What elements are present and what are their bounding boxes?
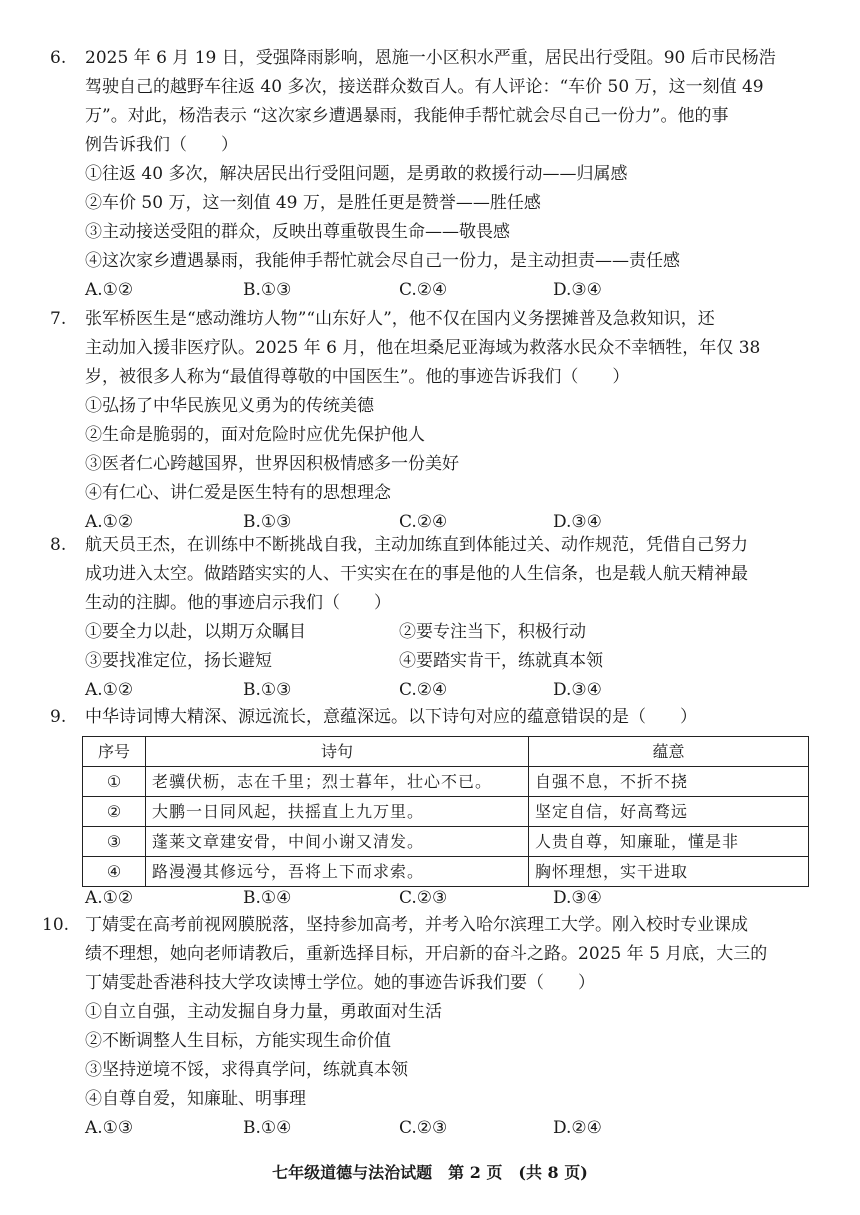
- header-meaning: 蕴意: [529, 737, 809, 767]
- choice-b: B.①④: [243, 1118, 292, 1138]
- option-1: ①要全力以赴，以期万众瞩目: [85, 622, 306, 642]
- choice-d: D.③④: [553, 888, 602, 908]
- option-4: ④有仁心、讲仁爱是医生特有的思想理念: [85, 483, 391, 503]
- row-poem: 蓬莱文章建安骨，中间小谢又清发。: [146, 827, 529, 857]
- header-number: 序号: [83, 737, 146, 767]
- row-number: ③: [83, 827, 146, 857]
- header-poem: 诗句: [146, 737, 529, 767]
- row-poem: 大鹏一日同风起，扶摇直上九万里。: [146, 797, 529, 827]
- choice-d: D.③④: [553, 680, 602, 700]
- option-1: ①弘扬了中华民族见义勇为的传统美德: [85, 396, 374, 416]
- option-1: ①自立自强，主动发掘自身力量，勇敢面对生活: [85, 1002, 442, 1022]
- row-number: ①: [83, 767, 146, 797]
- question-number: 7.: [50, 309, 67, 329]
- option-2: ②车价 50 万，这一刻值 49 万，是胜任更是赞誉——胜任感: [85, 193, 541, 213]
- choice-c: C.②④: [399, 680, 448, 700]
- option-4: ④要踏实肯干，练就真本领: [399, 651, 603, 671]
- option-4: ④自尊自爱，知廉耻、明事理: [85, 1089, 306, 1109]
- choice-a: A.①②: [85, 888, 134, 908]
- choice-b: B.①③: [243, 512, 292, 532]
- option-2: ②不断调整人生目标，方能实现生命价值: [85, 1031, 391, 1051]
- option-3: ③医者仁心跨越国界，世界因积极情感多一份美好: [85, 454, 459, 474]
- option-2: ②生命是脆弱的，面对危险时应优先保护他人: [85, 425, 425, 445]
- choice-a: A.①②: [85, 680, 134, 700]
- choice-c: C.②④: [399, 280, 448, 300]
- row-number: ②: [83, 797, 146, 827]
- choice-c: C.②④: [399, 512, 448, 532]
- row-number: ④: [83, 857, 146, 887]
- table-row: [83, 767, 809, 797]
- question-number: 6.: [50, 48, 67, 68]
- row-meaning: 人贵自尊，知廉耻，懂是非: [529, 827, 809, 857]
- question-number: 8.: [50, 535, 67, 555]
- option-2: ②要专注当下，积极行动: [399, 622, 586, 642]
- choice-a: A.①②: [85, 280, 134, 300]
- table-row: [83, 797, 809, 827]
- choice-a: A.①②: [85, 512, 134, 532]
- row-meaning: 胸怀理想，实干进取: [529, 857, 809, 887]
- question-stem: 张军桥医生是“感动潍坊人物”“山东好人”，他不仅在国内义务摆摊普及急救知识，还 主动加入援非医疗队。2025 年 6 月，他在坦桑尼亚海域为救落水民众不幸牺牲，年仅 38 岁，被很多人称为“最值得尊敬的中国医生”。他的事迹告诉我们（ ）: [85, 309, 761, 387]
- question-stem: 航天员王杰，在训练中不断挑战自我，主动加练直到体能过关、动作规范，凭借自己努力 成功进入太空。做踏踏实实的人、干实实在在的事是他的人生信条，也是载人航天精神最 生动的注脚。他的事迹启示我们（ ）: [85, 535, 748, 613]
- choice-d: D.③④: [553, 280, 602, 300]
- question-stem: 2025 年 6 月 19 日，受强降雨影响，恩施一小区积水严重，居民出行受阻。90 后市民杨浩 驾驶自己的越野车往返 40 多次，接送群众数百人。有人评论：“车价 50 万，这一刻值 49 万”。对此，杨浩表示 “这次家乡遭遇暴雨，我能伸手帮忙就会尽自己一份力”。他的事 例告诉我们（ ）: [85, 48, 776, 155]
- table-header-row: [83, 737, 809, 767]
- option-3: ③坚持逆境不馁，求得真学问，练就真本领: [85, 1060, 408, 1080]
- option-4: ④这次家乡遭遇暴雨，我能伸手帮忙就会尽自己一份力，是主动担责——责任感: [85, 251, 680, 271]
- choice-d: D.③④: [553, 512, 602, 532]
- choice-b: B.①③: [243, 680, 292, 700]
- option-1: ①往返 40 多次，解决居民出行受阻问题，是勇敢的救援行动——归属感: [85, 164, 628, 184]
- row-meaning: 自强不息，不折不挠: [529, 767, 809, 797]
- choice-c: C.②③: [399, 888, 448, 908]
- question-number: 9.: [50, 707, 67, 727]
- choice-c: C.②③: [399, 1118, 448, 1138]
- choice-b: B.①③: [243, 280, 292, 300]
- row-poem: 老骥伏枥，志在千里；烈士暮年，壮心不已。: [146, 767, 529, 797]
- row-poem: 路漫漫其修远兮，吾将上下而求索。: [146, 857, 529, 887]
- row-meaning: 坚定自信，好高骛远: [529, 797, 809, 827]
- question-stem: 丁婧雯在高考前视网膜脱落，坚持参加高考，并考入哈尔滨理工大学。刚入校时专业课成 绩不理想，她向老师请教后，重新选择目标，开启新的奋斗之路。2025 年 5 月底，大三的 丁婧雯赴香港科技大学攻读博士学位。她的事迹告诉我们要（ ）: [85, 915, 768, 993]
- choice-b: B.①④: [243, 888, 292, 908]
- question-stem: 中华诗词博大精深、源远流长，意蕴深远。以下诗句对应的蕴意错误的是（ ）: [85, 707, 697, 727]
- table-row: [83, 827, 809, 857]
- choice-d: D.②④: [553, 1118, 602, 1138]
- choice-a: A.①③: [85, 1118, 134, 1138]
- page-footer: 七年级道德与法治试题 第 2 页 (共 8 页): [272, 1163, 588, 1182]
- poem-table: [82, 736, 809, 887]
- option-3: ③主动接送受阻的群众，反映出尊重敬畏生命——敬畏感: [85, 222, 510, 242]
- question-number: 10.: [42, 915, 70, 935]
- option-3: ③要找准定位，扬长避短: [85, 651, 272, 671]
- table-row: [83, 857, 809, 887]
